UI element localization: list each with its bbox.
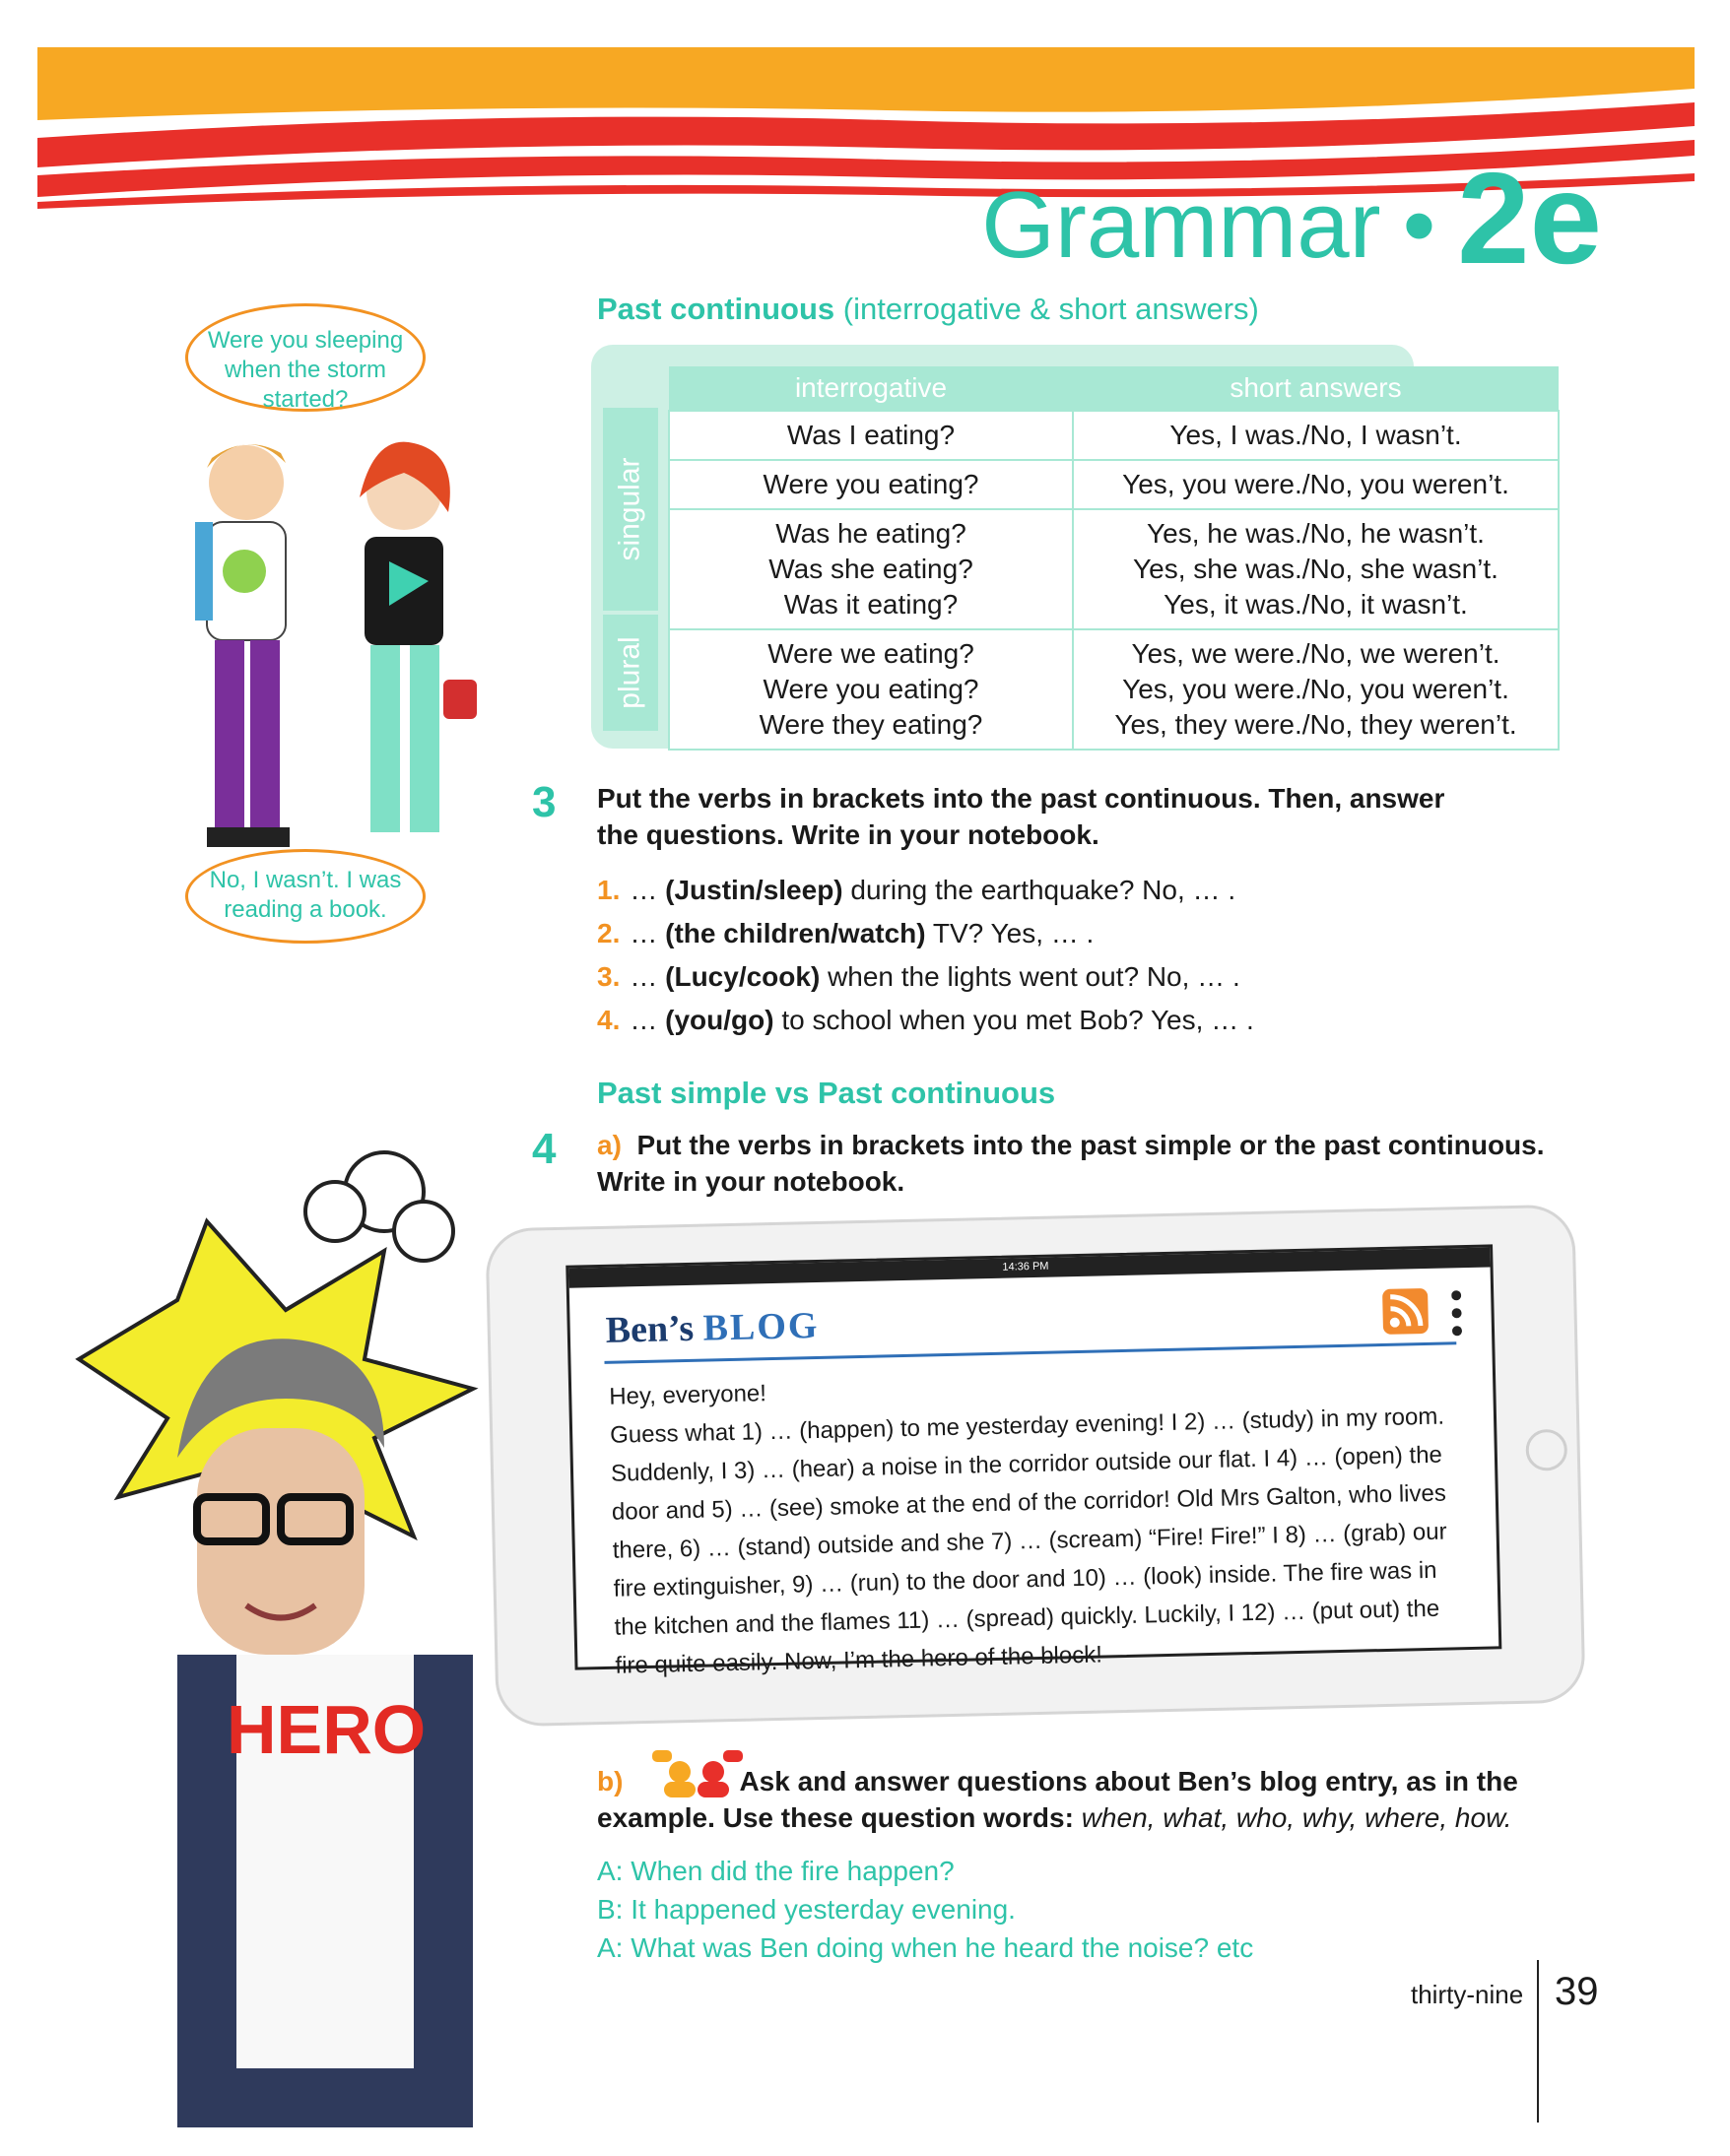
title-text: Grammar — [981, 172, 1381, 278]
shirt-text: HERO — [227, 1691, 427, 1768]
footer-divider — [1537, 1960, 1539, 2123]
section-heading-past-continuous — [597, 292, 1259, 327]
blog-line: fire quite easily. Now, I’m the hero of the block! — [615, 1641, 1103, 1679]
list-item: 4. … (you/go) to school when you met Bob? Yes, … . — [597, 1005, 1254, 1035]
table-cell: Yes, I was./No, I wasn’t. — [1073, 411, 1559, 460]
exercise-number-3: 3 — [532, 778, 557, 826]
tablet-frame — [485, 1205, 1585, 1728]
section-heading-past-simple-vs-continuous: Past simple vs Past continuous — [597, 1076, 1056, 1110]
page-number: 39 — [1555, 1970, 1599, 2013]
blog-line: door and 5) … (see) smoke at the end of the corridor! Old Mrs Galton, who lives — [611, 1479, 1447, 1526]
label-singular: singular — [603, 408, 658, 611]
blog-screen — [566, 1244, 1501, 1679]
rss-icon[interactable] — [1382, 1288, 1429, 1335]
blog-title: Ben’s BLOG — [605, 1304, 820, 1351]
unit-number: 2e — [1457, 146, 1602, 291]
exercise-4b-instruction: b) Ask and answer questions about Ben’s blog entry, as in the example. Use these question words: when, what, who, why, where, how. — [597, 1766, 1518, 1833]
table-cell: Were you eating? — [669, 460, 1073, 509]
page-number-words: thirty-nine — [1411, 1980, 1524, 2009]
table-row — [669, 411, 1559, 460]
table-cell: Were we eating? Were you eating? Were they eating? — [669, 629, 1073, 750]
status-time: 14:36 PM — [1002, 1260, 1049, 1274]
page-title — [981, 146, 1602, 291]
label-plural: plural — [603, 615, 658, 731]
example-dialog-line: B: It happened yesterday evening. — [597, 1894, 1016, 1925]
exercise-number-4: 4 — [532, 1125, 557, 1173]
blog-line: Guess what 1) … (happen) to me yesterday evening! I 2) … (study) in my room. — [609, 1403, 1445, 1449]
table-cell: Was I eating? — [669, 411, 1073, 460]
table-cell: Yes, he was./No, he wasn’t. Yes, she was./No, she wasn’t. Yes, it was./No, it wasn’t. — [1073, 509, 1559, 629]
status-bar — [568, 1247, 1490, 1287]
speech-bubble-question: Were you sleeping when the storm started? — [185, 303, 426, 412]
col-short-answers: short answers — [1073, 366, 1559, 411]
table-cell: Yes, we were./No, we weren’t. Yes, you were./No, you weren’t. Yes, they were./No, they weren’t. — [1073, 629, 1559, 750]
blog-line: the kitchen and the flames 11) … (spread) quickly. Luckily, I 12) … (put out) the — [614, 1595, 1440, 1641]
blog-post-body — [609, 1358, 1483, 1685]
blog-line: Suddenly, I 3) … (hear) a noise in the corridor outside our flat. I 4) … (open) the — [610, 1441, 1443, 1487]
exercise-4a-instruction: a) Put the verbs in brackets into the past simple or the past continuous. Write in your notebook. — [597, 1130, 1545, 1197]
list-item: 1. … (Justin/sleep) during the earthquake? No, … . — [597, 875, 1236, 905]
blog-greeting: Hey, everyone! — [609, 1380, 767, 1410]
title-bullet: • — [1402, 172, 1436, 278]
heading-sub: (interrogative & short answers) — [842, 292, 1259, 326]
tablet-home-button[interactable] — [1525, 1429, 1567, 1471]
table-cell: Was he eating? Was she eating? Was it eating? — [669, 509, 1073, 629]
example-dialog-line: A: When did the fire happen? — [597, 1856, 955, 1886]
table-header-row — [669, 366, 1559, 411]
table-row — [669, 460, 1559, 509]
list-item: 2. … (the children/watch) TV? Yes, … . — [597, 918, 1095, 948]
table-cell: Yes, you were./No, you weren’t. — [1073, 460, 1559, 509]
example-dialog-line: A: What was Ben doing when he heard the noise? etc — [597, 1932, 1254, 1963]
heading-main: Past continuous — [597, 292, 835, 326]
grammar-table — [668, 366, 1560, 751]
cartoon-kids-illustration — [177, 414, 493, 886]
exercise-3-instruction: Put the verbs in brackets into the past continuous. Then, answer the questions. Write in your notebook. — [597, 783, 1445, 850]
more-menu-icon[interactable] — [1451, 1289, 1462, 1337]
blog-line: there, 6) … (stand) outside and she 7) … (scream) “Fire! Fire!” I 8) … (grab) our — [612, 1518, 1447, 1564]
blog-line: fire extinguisher, 9) … (run) to the door and 10) … (look) inside. The fire was in — [613, 1556, 1437, 1602]
col-interrogative: interrogative — [669, 366, 1073, 411]
table-row — [669, 629, 1559, 750]
table-row — [669, 509, 1559, 629]
list-item: 3. … (Lucy/cook) when the lights went out? No, … . — [597, 961, 1240, 992]
speech-bubble-answer: No, I wasn’t. I was reading a book. — [185, 849, 426, 944]
